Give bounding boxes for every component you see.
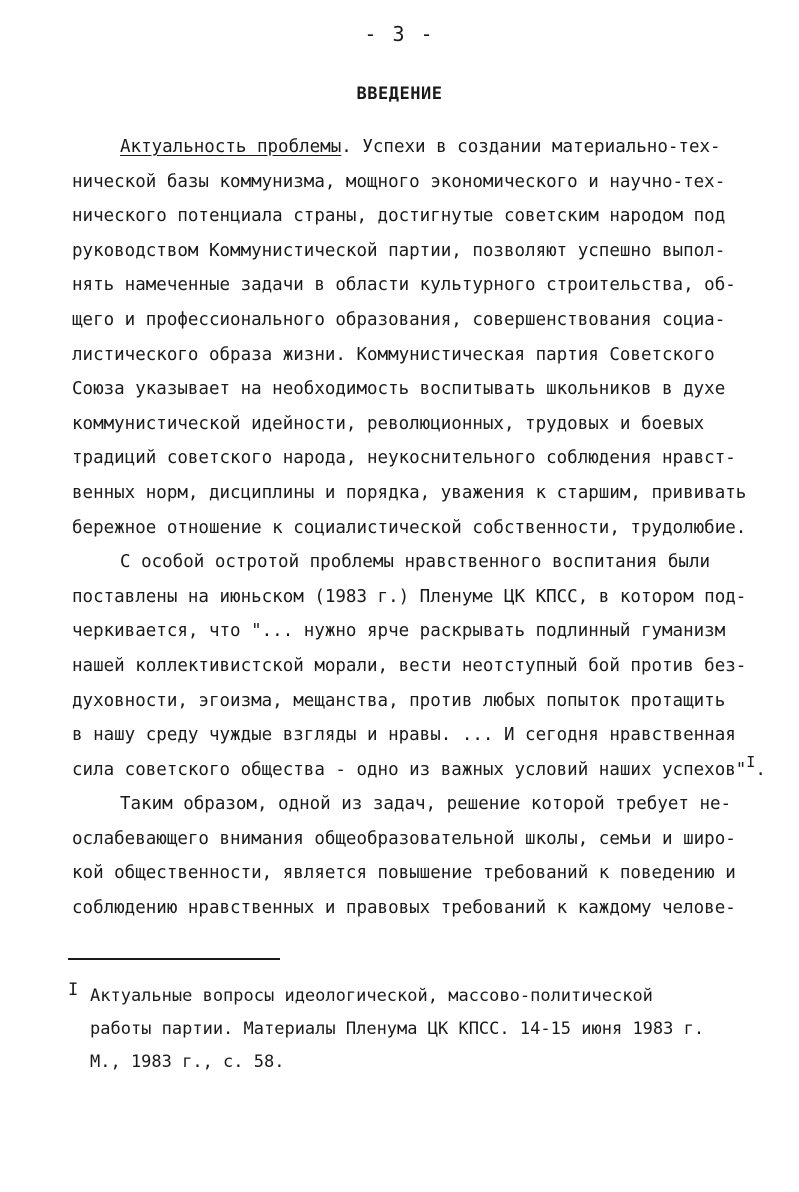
- text-line: традиций советского народа, неукоснительного соблюдения нравст-: [72, 448, 736, 469]
- text-line: коммунистической идейности, революционных, трудовых и боевых: [72, 413, 705, 434]
- text-line: ослабевающего внимания общеобразовательной школы, семьи и широ-: [72, 828, 736, 849]
- text-line: кой общественности, является повышение требований к поведению и: [72, 863, 736, 884]
- footnote: [68, 980, 768, 1079]
- paragraph-2-last-line: [72, 752, 766, 788]
- text-line: в нашу среду чуждые взгляды и нравы. ... И сегодня нравственная: [72, 725, 736, 746]
- text-line: нического потенциала страны, достигнутые советским народом под: [72, 206, 726, 227]
- page-number: - 3 -: [364, 22, 435, 46]
- text-line: бережное отношение к социалистической собственности, трудолюбие.: [72, 517, 747, 538]
- text-line: руководством Коммунистической партии, позволяют успешно выпол-: [72, 240, 726, 261]
- body-text: [72, 130, 766, 926]
- text-line: С особой остротой проблемы нравственного воспитания были: [120, 552, 711, 573]
- footnote-divider: [68, 958, 280, 960]
- text-line: духовности, эгоизма, мещанства, против любых попыток протащить: [72, 690, 726, 711]
- paragraph-1-line-1: [72, 130, 752, 165]
- text-line: нашей коллективистской морали, вести неотступный бой против без-: [72, 655, 747, 676]
- text-line: соблюдению нравственных и правовых требований к каждому челове-: [72, 898, 736, 919]
- text-line: сила советского общества - одно из важных условий наших успехов": [72, 759, 747, 780]
- footnote-line: работы партии. Материалы Пленума ЦК КПСС. 14-15 июня 1983 г.: [90, 1019, 705, 1039]
- footnote-line: Актуальные вопросы идеологической, массово-политической: [90, 986, 653, 1006]
- text-line: венных норм, дисциплины и порядка, уважения к старшим, прививать: [72, 482, 747, 503]
- section-heading: ВВЕДЕНИЕ: [356, 84, 443, 104]
- text-line: поставлены на июньском (1983 г.) Пленуме ЦК КПСС, в котором под-: [72, 586, 747, 607]
- text-line: Союза указывает на необходимость воспитывать школьников в духе: [72, 379, 726, 400]
- lead-phrase: Актуальность проблемы: [120, 137, 342, 157]
- footnote-reference: I: [746, 752, 756, 771]
- text-line: нять намеченные задачи в области культурного строительства, об-: [72, 275, 736, 296]
- text-line: Таким образом, одной из задач, решение которой требует не-: [120, 794, 732, 815]
- end-punctuation: .: [755, 759, 766, 780]
- text-line: щего и профессионального образования, совершенствования социа-: [72, 309, 726, 330]
- text-line: . Успехи в создании материально-тех-: [341, 137, 721, 157]
- text-line: нической базы коммунизма, мощного экономического и научно-тех-: [72, 171, 726, 192]
- footnote-line: М., 1983 г., с. 58.: [90, 1052, 285, 1072]
- text-line: черкивается, что "... нужно ярче раскрывать подлинный гуманизм: [72, 621, 726, 642]
- text-line: листического образа жизни. Коммунистическая партия Советского: [72, 344, 715, 365]
- footnote-mark: I: [68, 980, 79, 1000]
